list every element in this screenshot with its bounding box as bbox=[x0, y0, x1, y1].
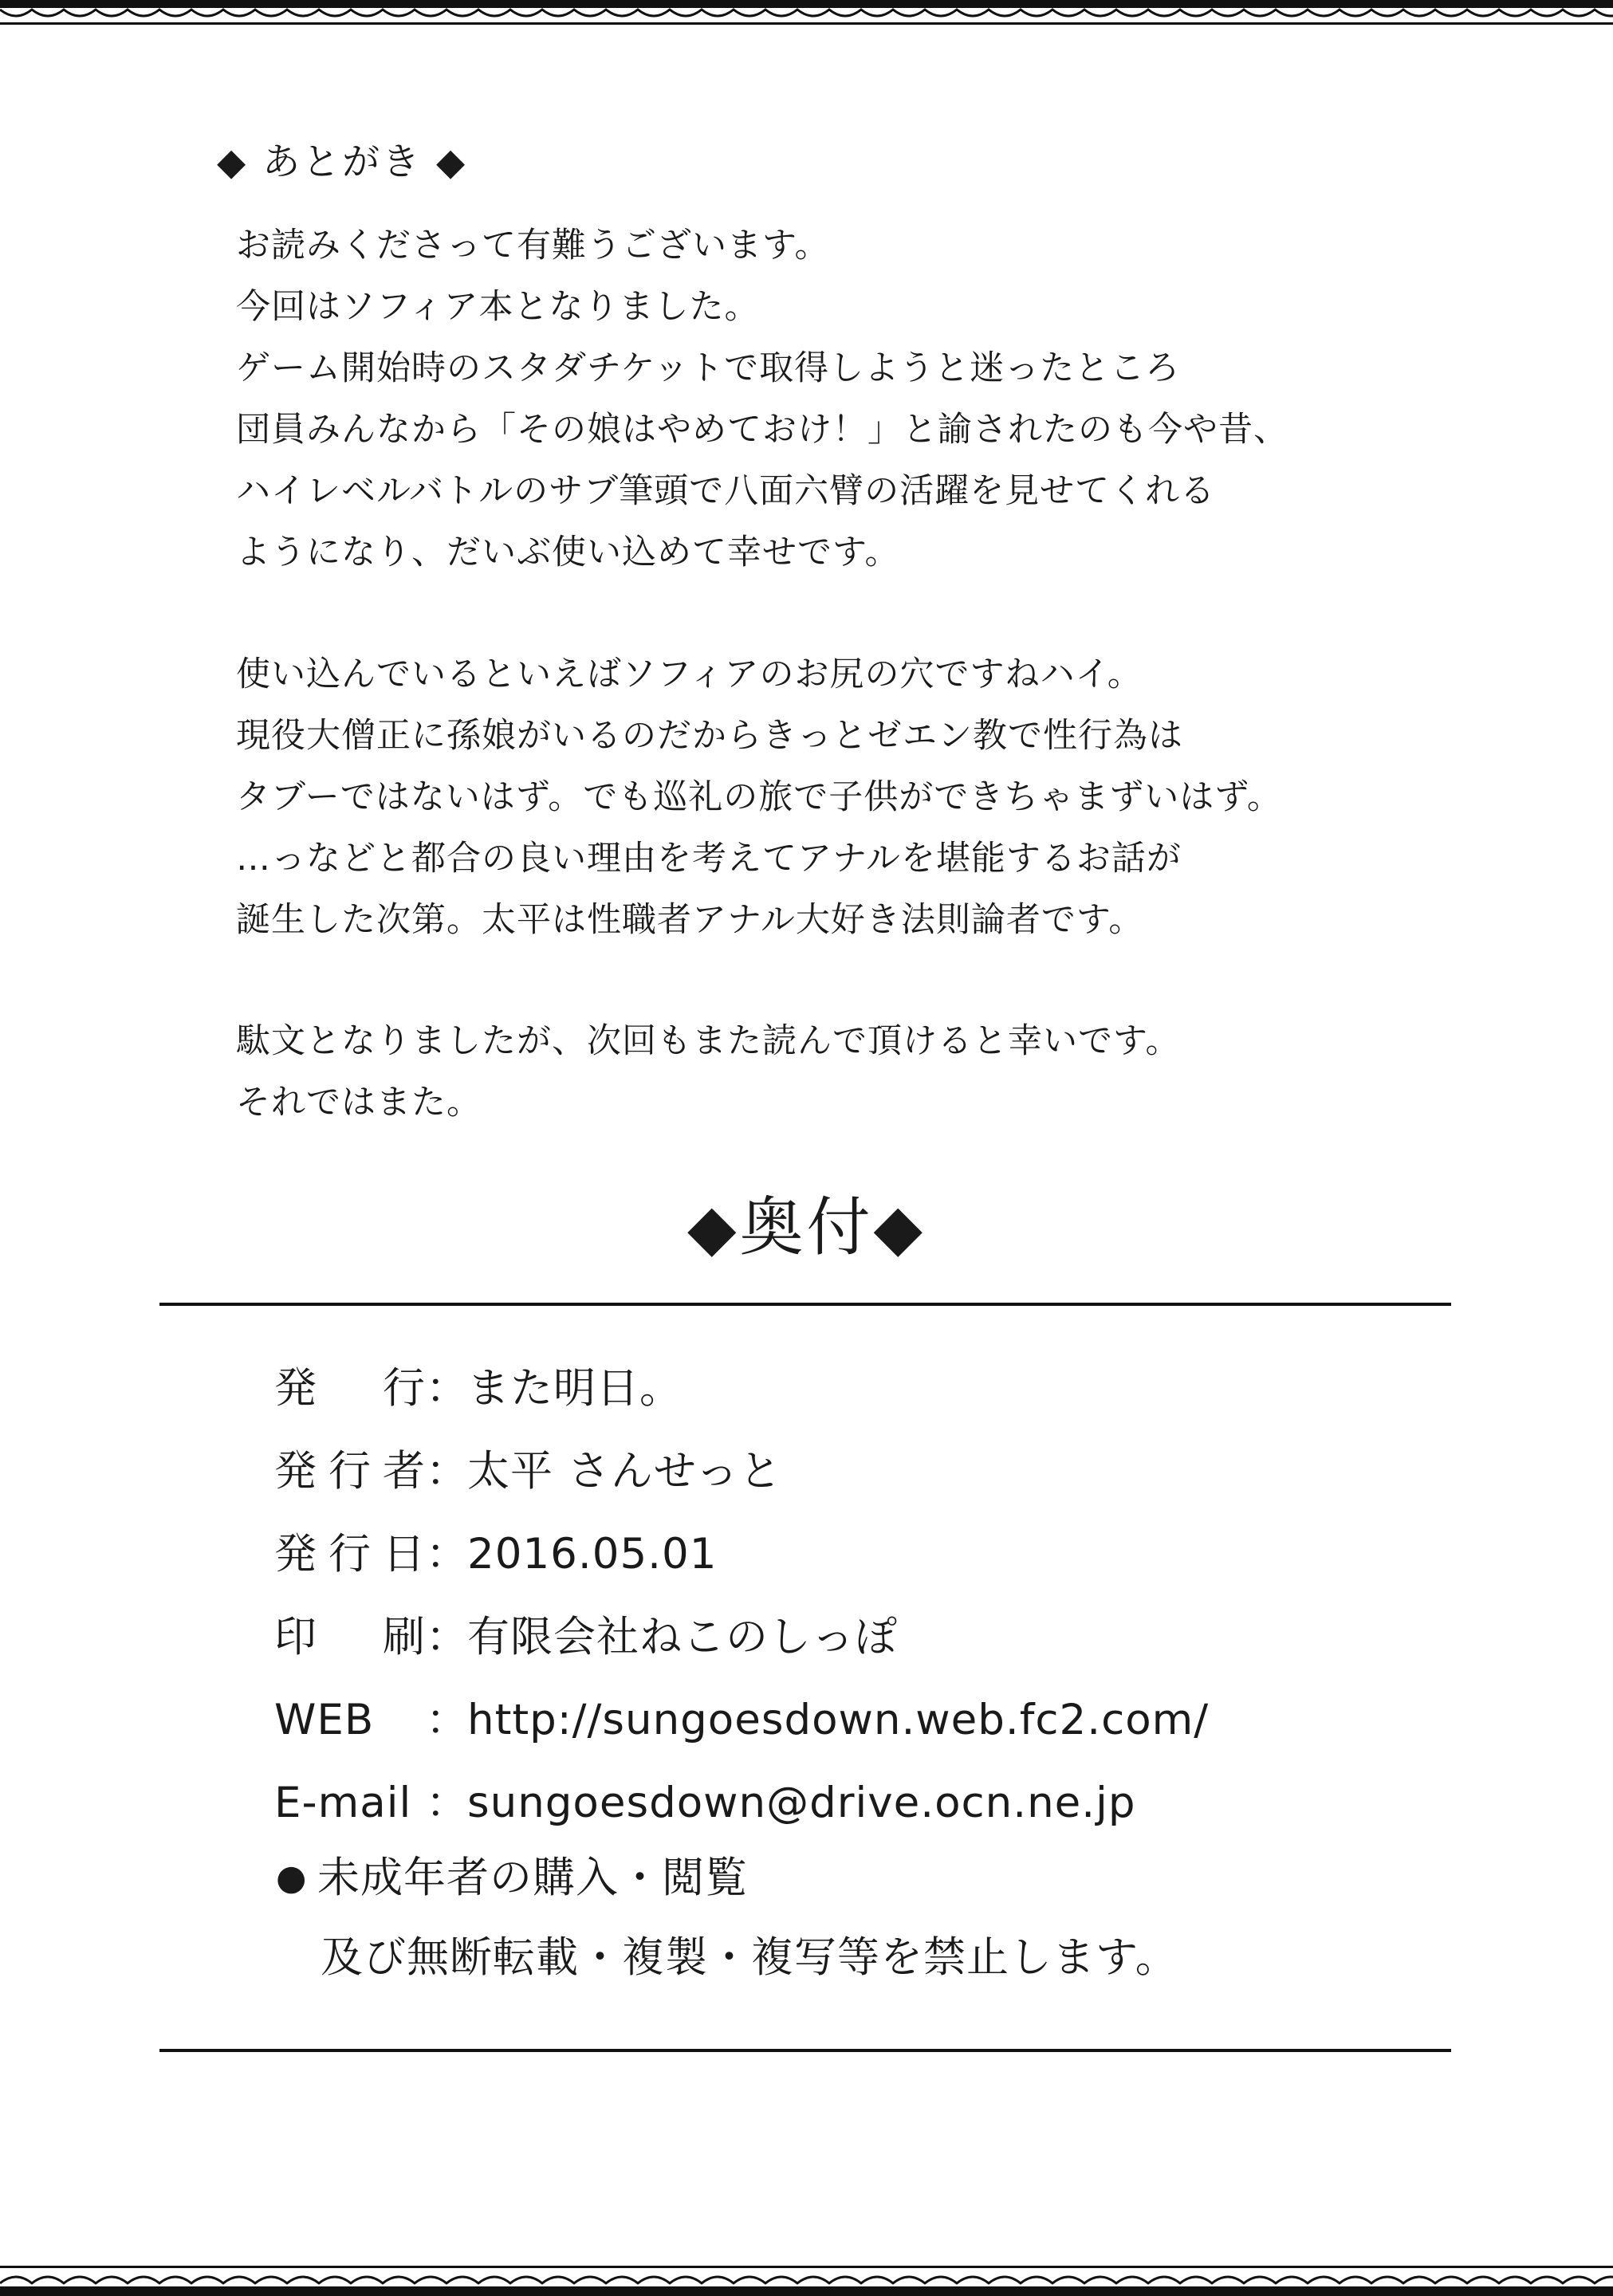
paragraph-line: ゲーム開始時のスタダチケットで取得しようと迷ったところ bbox=[236, 348, 1181, 388]
info-value: 2016.05.01 bbox=[467, 1530, 718, 1578]
info-label: E-mail bbox=[274, 1779, 412, 1827]
web-url-link[interactable]: http://sungoesdown.web.fc2.com/ bbox=[467, 1696, 1210, 1744]
colophon-top-rule bbox=[159, 1303, 1451, 1306]
paragraph-line: 今回はソフィア本となりました。 bbox=[236, 287, 760, 327]
info-value: また明日。 bbox=[467, 1364, 683, 1413]
info-label: 発行日 bbox=[274, 1530, 426, 1578]
notice-text: 未成年者の購入・閲覧 bbox=[317, 1854, 748, 1902]
info-label: WEB bbox=[274, 1696, 375, 1744]
info-row-printer bbox=[274, 1596, 1209, 1679]
paragraph-line: タブーではないはず。でも巡礼の旅で子供ができちゃまずいはず。 bbox=[236, 777, 1282, 817]
notice-text: 及び無断転載・複製・複写等を禁止します。 bbox=[321, 1933, 1178, 1982]
bullet-icon: ● bbox=[276, 1858, 308, 1898]
info-separator: ： bbox=[426, 1613, 469, 1661]
info-value: 太平 さんせっと bbox=[467, 1447, 782, 1496]
paragraph-line: 誕生した次第。太平は性職者アナル大好き法則論者です。 bbox=[236, 900, 1144, 940]
paragraph-line: ハイレベルバトルのサブ筆頭で八面六臂の活躍を見せてくれる bbox=[236, 471, 1216, 511]
colophon-heading: ◆奥付◆ bbox=[687, 1190, 926, 1264]
afterword-paragraph-3 bbox=[236, 1011, 1181, 1134]
paragraph-line: 団員みんなから「その娘はやめておけ！」と諭されたのも今や昔、 bbox=[236, 410, 1288, 450]
info-row-date bbox=[274, 1513, 1209, 1596]
email-link[interactable]: sungoesdown@drive.ocn.ne.jp bbox=[467, 1779, 1136, 1827]
paragraph-line: 駄文となりましたが、次回もまた読んで頂けると幸いです。 bbox=[236, 1021, 1181, 1061]
legal-notice bbox=[276, 1838, 1178, 1998]
info-label: 印刷 bbox=[274, 1613, 426, 1661]
afterword-heading: ◆ あとがき ◆ bbox=[217, 140, 468, 184]
afterword-paragraph-2 bbox=[236, 644, 1282, 951]
info-separator: ： bbox=[426, 1779, 469, 1827]
colophon-info-table bbox=[274, 1347, 1209, 1845]
paragraph-line: ようになり、だいぶ使い込めて幸せです。 bbox=[236, 533, 900, 572]
notice-line-2 bbox=[276, 1918, 1178, 1998]
info-separator: ： bbox=[426, 1447, 469, 1496]
info-value: 有限会社ねこのしっぽ bbox=[467, 1613, 898, 1661]
info-row-author bbox=[274, 1430, 1209, 1513]
info-separator: ： bbox=[426, 1696, 469, 1744]
paragraph-line: それではまた。 bbox=[236, 1083, 482, 1122]
paragraph-line: …っなどと都合の良い理由を考えてアナルを堪能するお話が bbox=[236, 839, 1182, 879]
info-row-web bbox=[274, 1679, 1209, 1762]
info-label: 発行者 bbox=[274, 1447, 426, 1496]
afterword-paragraph-1 bbox=[236, 215, 1288, 584]
bottom-decorative-border bbox=[0, 2263, 1613, 2294]
paragraph-line: お読みくださって有難うございます。 bbox=[236, 226, 830, 265]
info-separator: ： bbox=[426, 1364, 469, 1413]
info-separator: ： bbox=[426, 1530, 469, 1578]
info-label: 発行 bbox=[274, 1364, 426, 1413]
notice-line-1 bbox=[276, 1838, 1178, 1918]
top-decorative-border bbox=[0, 0, 1613, 32]
info-row-email bbox=[274, 1762, 1209, 1845]
paragraph-line: 現役大僧正に孫娘がいるのだからきっとゼエン教で性行為は bbox=[236, 716, 1183, 756]
paragraph-line: 使い込んでいるといえばソフィアのお尻の穴ですねハイ。 bbox=[236, 655, 1143, 694]
colophon-bottom-rule bbox=[159, 2049, 1451, 2052]
info-row-publisher bbox=[274, 1347, 1209, 1430]
